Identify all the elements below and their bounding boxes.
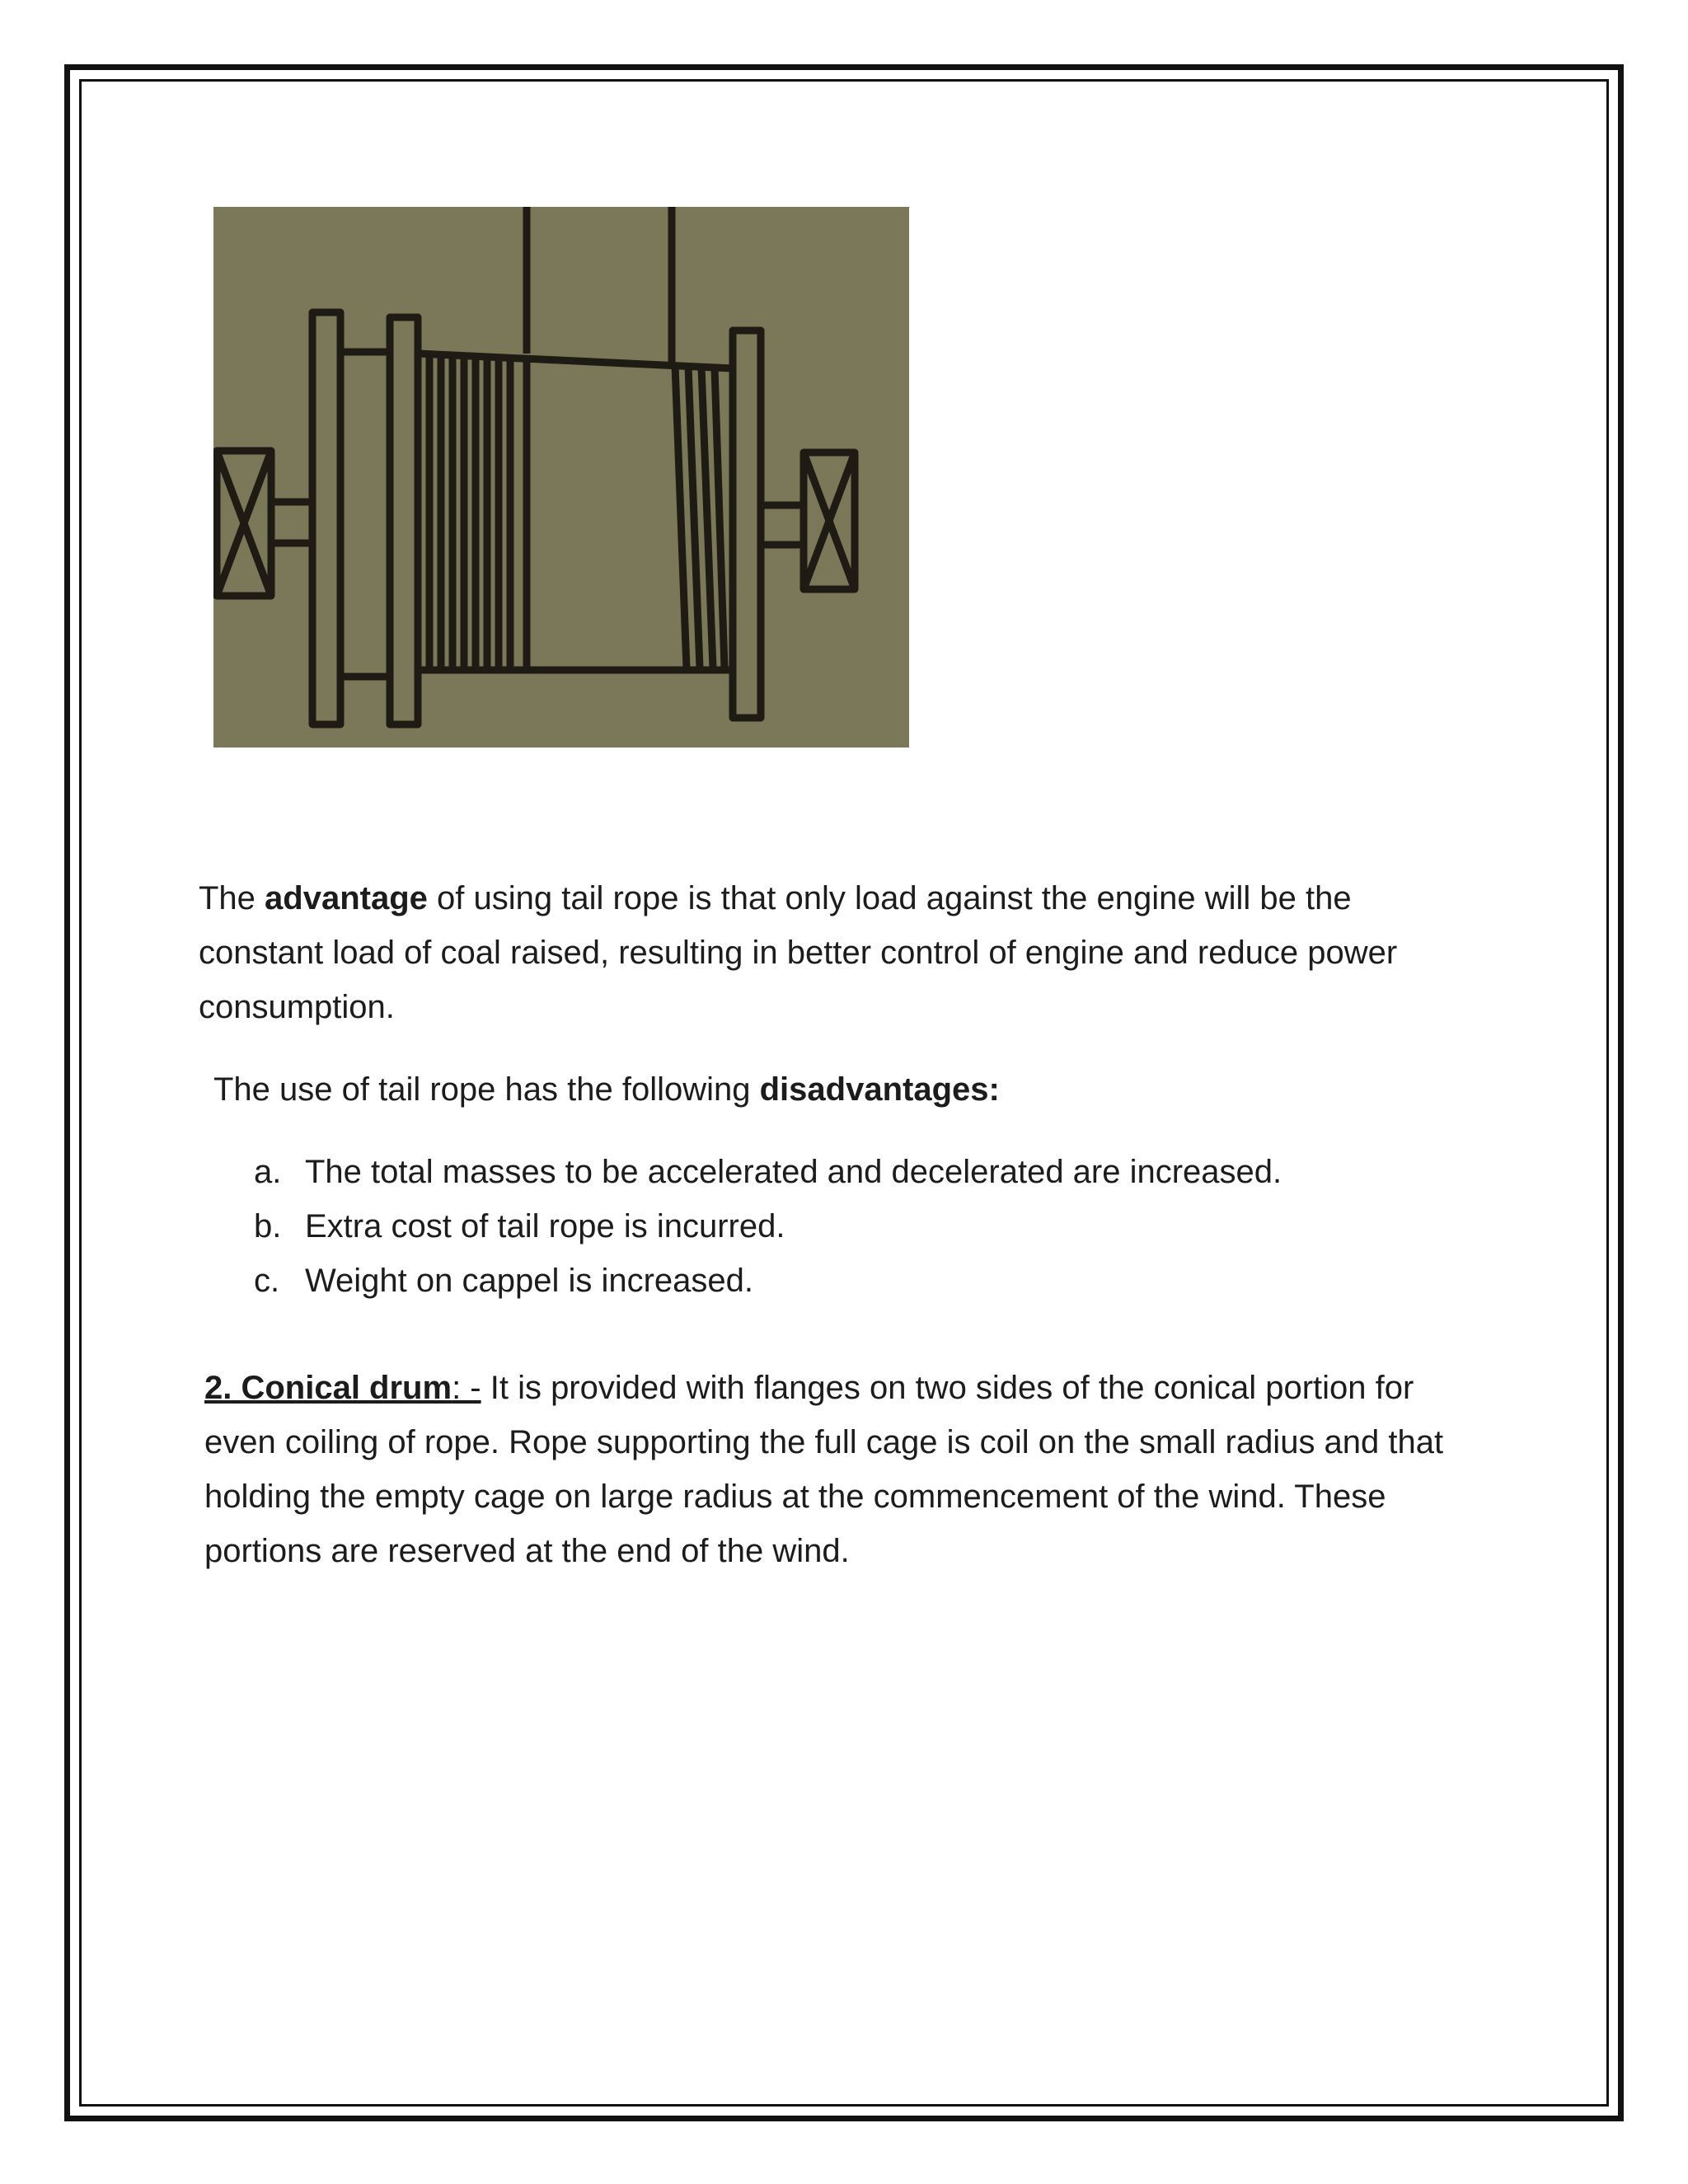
conical-drum-paragraph: [204, 1361, 1490, 1578]
conical-drum-body: It is provided with flanges on two sides of the conical portion for even coiling of rope. Rope supporting the full cage is coil on the small radius and that holding the empty cage on large radius at the commencement of the wind. These portions are reserved at the end of the wind.: [204, 1370, 1444, 1569]
disadvantages-list: [254, 1145, 1490, 1308]
list-item-text: The total masses to be accelerated and decelerated are increased.: [305, 1154, 1282, 1190]
list-item: [254, 1199, 1490, 1254]
conical-drum-separator: : -: [452, 1370, 481, 1406]
advantage-suffix: of using tail rope is that only load against the engine will be the constant load of coal raised, resulting in better control of engine and reduce power consumption.: [199, 880, 1398, 1025]
list-item-text: Weight on cappel is increased.: [305, 1263, 754, 1299]
list-marker: b.: [254, 1208, 282, 1244]
disadvantages-keyword: disadvantages:: [759, 1071, 1000, 1108]
advantage-paragraph: [199, 871, 1484, 1034]
advantage-keyword: advantage: [265, 880, 428, 916]
list-item-text: Extra cost of tail rope is incurred.: [305, 1208, 785, 1244]
drum-hoist-diagram: [213, 207, 909, 748]
list-item: [254, 1145, 1490, 1199]
advantage-prefix: The: [199, 880, 265, 916]
conical-drum-heading: 2. Conical drum: [204, 1370, 452, 1406]
list-marker: c.: [254, 1263, 280, 1299]
list-marker: a.: [254, 1154, 282, 1190]
drum-diagram-icon: [213, 207, 909, 748]
disadvantages-intro-prefix: The use of tail rope has the following: [213, 1071, 760, 1108]
list-item: [254, 1254, 1490, 1308]
disadvantages-intro: [213, 1062, 1450, 1117]
